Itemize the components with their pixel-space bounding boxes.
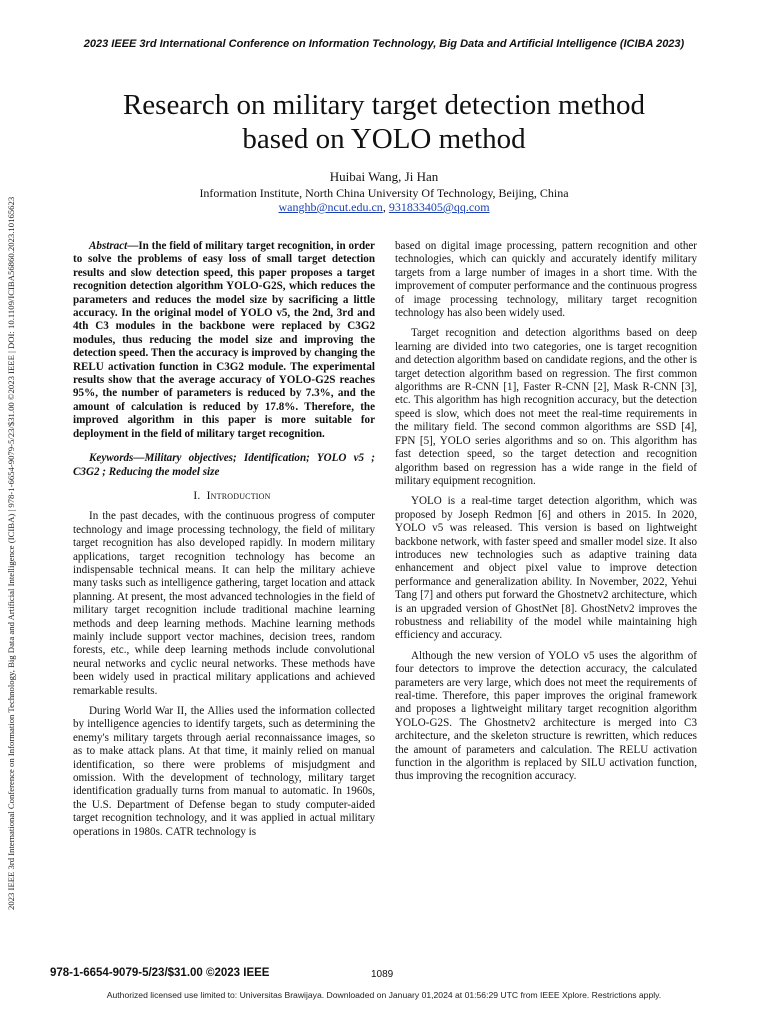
body-paragraph-4: Target recognition and detection algorithms based on deep learning are divided into two categories, one is target recognition and detection algorithm based on candidate regions, and the other is target detection algorithm based on regression. The first common algorithms are R-CNN [1], Faster R-CNN [2], Mask R-CNN [3], etc. This algorithm has high recognition accuracy, but the detection speed is slow, which does not meet the real-time requirements in the military field. The second common algorithms are SSD [4], FPN [5], YOLO series algorithms and so on. This algorithm has fast detection speed, so the target detection and recognition algorithm based on regression has a wide range in the field of military equipment recognition. (395, 327, 697, 487)
abstract-lead: Abstract (89, 240, 128, 252)
keywords: Keywords—Military objectives; Identification; YOLO v5 ; C3G2 ; Reducing the model size (73, 452, 375, 478)
body-paragraph-5: YOLO is a real-time target detection algorithm, which was proposed by Joseph Redmon [6] and others in 2015. In 2020, YOLO v5 was released. This version is based on lightweight backbone network, with faster speed and smaller model size. It also introduces new technologies such as adaptive training data enhancement and object pixel value to improve detection performance and generalization ability. In November, 2022, Yehui Tang [7] and others put forward the Ghostnetv2 architecture, which is an upgraded version of GhostNet [8]. GhostNetv2 improves the robustness and reliability of the model while maintaining high efficiency and accuracy. (395, 495, 697, 642)
body-paragraph-1: In the past decades, with the continuous progress of computer technology and image processing technology, the field of military target recognition has also developed rapidly. In modern military applications, target recognition technology has become an indispensable technical means. It can help the military achieve many tasks such as intelligence gathering, target location and attack planning. At present, the most advanced technologies in the field of military target recognition include traditional machine learning methods and deep learning methods. Machine learning methods mainly include support vector machines, decision trees, random forests, etc., while deep learning methods include convolutional neural networks and cyclic neural networks. These methods have been widely used in practical military applications and achieved remarkable results. (73, 510, 375, 697)
abstract-text: —In the field of military target recognition, in order to solve the problems of easy loss of small target detection results and slow detection speed, this paper proposes a target recognition detection algorithm YOLO-G2S, which reduces the parameters and reduces the model size by sacrificing a little accuracy. In the original model of YOLO v5, the 2nd, 3rd and 4th C3 modules in the backbone were replaced by C3G2 modules, thus reducing the model size and improving the detection speed. Then the accuracy is improved by changing the RELU activation function in C3G2 module. The experimental results show that the average accuracy of YOLO-G2S reaches 95%, the number of parameters is reduced by 7.3%, and the amount of calculation is reduced by 17.8%. Therefore, the improved algorithm in this paper is more suitable for deployment in the field of military target recognition. (73, 240, 375, 440)
emails (0, 200, 768, 215)
section-heading-introduction (73, 490, 375, 503)
doi-sidebar-text: 2023 IEEE 3rd International Conference on Information Technology, Big Data and Artificial Intelligence (ICIBA) | 978-1-6654-9079-5/23/$31.00 ©2023 IEEE | DOI: 10.1109/ICIBA56860.2023.10165623 (6, 196, 16, 910)
section-number: I. (193, 489, 201, 502)
email-link-1[interactable]: wanghb@ncut.edu.cn (278, 200, 383, 214)
paper-title-line-1: Research on military target detection method (122, 89, 646, 121)
body-paragraph-2: During World War II, the Allies used the information collected by intelligence agencies to identify targets, such as determining the enemy's military targets through aerial reconnaissance images, so as to make attack plans. At that time, it mainly relied on manual identification, so there were problems of misjudgment and omission. With the development of technology, military target identification gradually turns from manual to automatic. In 1960s, the U.S. Department of Defense began to study computer-aided target recognition technology, and it was applied in actual military operations in 1980s. CATR technology is (73, 705, 375, 838)
body-paragraph-6: Although the new version of YOLO v5 uses the algorithm of four detectors to improve the detection accuracy, the calculated parameters are very large, which does not meet the requirements of real-time. Therefore, this paper improves the original framework and proposes a lightweight military target recognition algorithm YOLO-G2S. The Ghostnetv2 architecture is merged into C3 architecture, and the skeleton structure is rewritten, which reduces the amount of parameters and calculation. The RELU activation function in the algorithm is replaced by SILU activation function, thus improving the recognition accuracy. (395, 649, 697, 783)
email-separator: , (382, 200, 389, 214)
paper-title (60, 88, 708, 156)
authors: Huibai Wang, Ji Han (329, 169, 439, 184)
right-column (395, 240, 697, 791)
abstract (73, 240, 375, 441)
paper-title-line-2: based on YOLO method (242, 123, 526, 155)
doi-sidebar (2, 110, 24, 910)
affiliation: Information Institute, North China University Of Technology, Beijing, China (199, 186, 569, 200)
footer-isbn: 978-1-6654-9079-5/23/$31.00 ©2023 IEEE (50, 967, 270, 979)
left-column (73, 240, 375, 846)
section-title: Introduction (206, 489, 271, 502)
email-link-2[interactable]: 931833405@qq.com (388, 200, 490, 214)
conference-header: 2023 IEEE 3rd International Conference on Information Technology, Big Data and Artificial Intelligence (ICIBA 2023) (83, 38, 685, 50)
page-number: 1089 (371, 969, 394, 980)
authorized-use-notice: Authorized licensed use limited to: Universitas Brawijaya. Downloaded on January 01,2024 at 01:56:29 UTC from IEEE Xplore. Restrictions apply. (106, 990, 662, 1000)
body-paragraph-3: based on digital image processing, pattern recognition and other technologies, which can quickly and accurately identify military targets from a large number of images in a short time. With the improvement of computer performance and the continuous progress of image processing technology, military target recognition technology has also been widely used. (395, 240, 697, 320)
